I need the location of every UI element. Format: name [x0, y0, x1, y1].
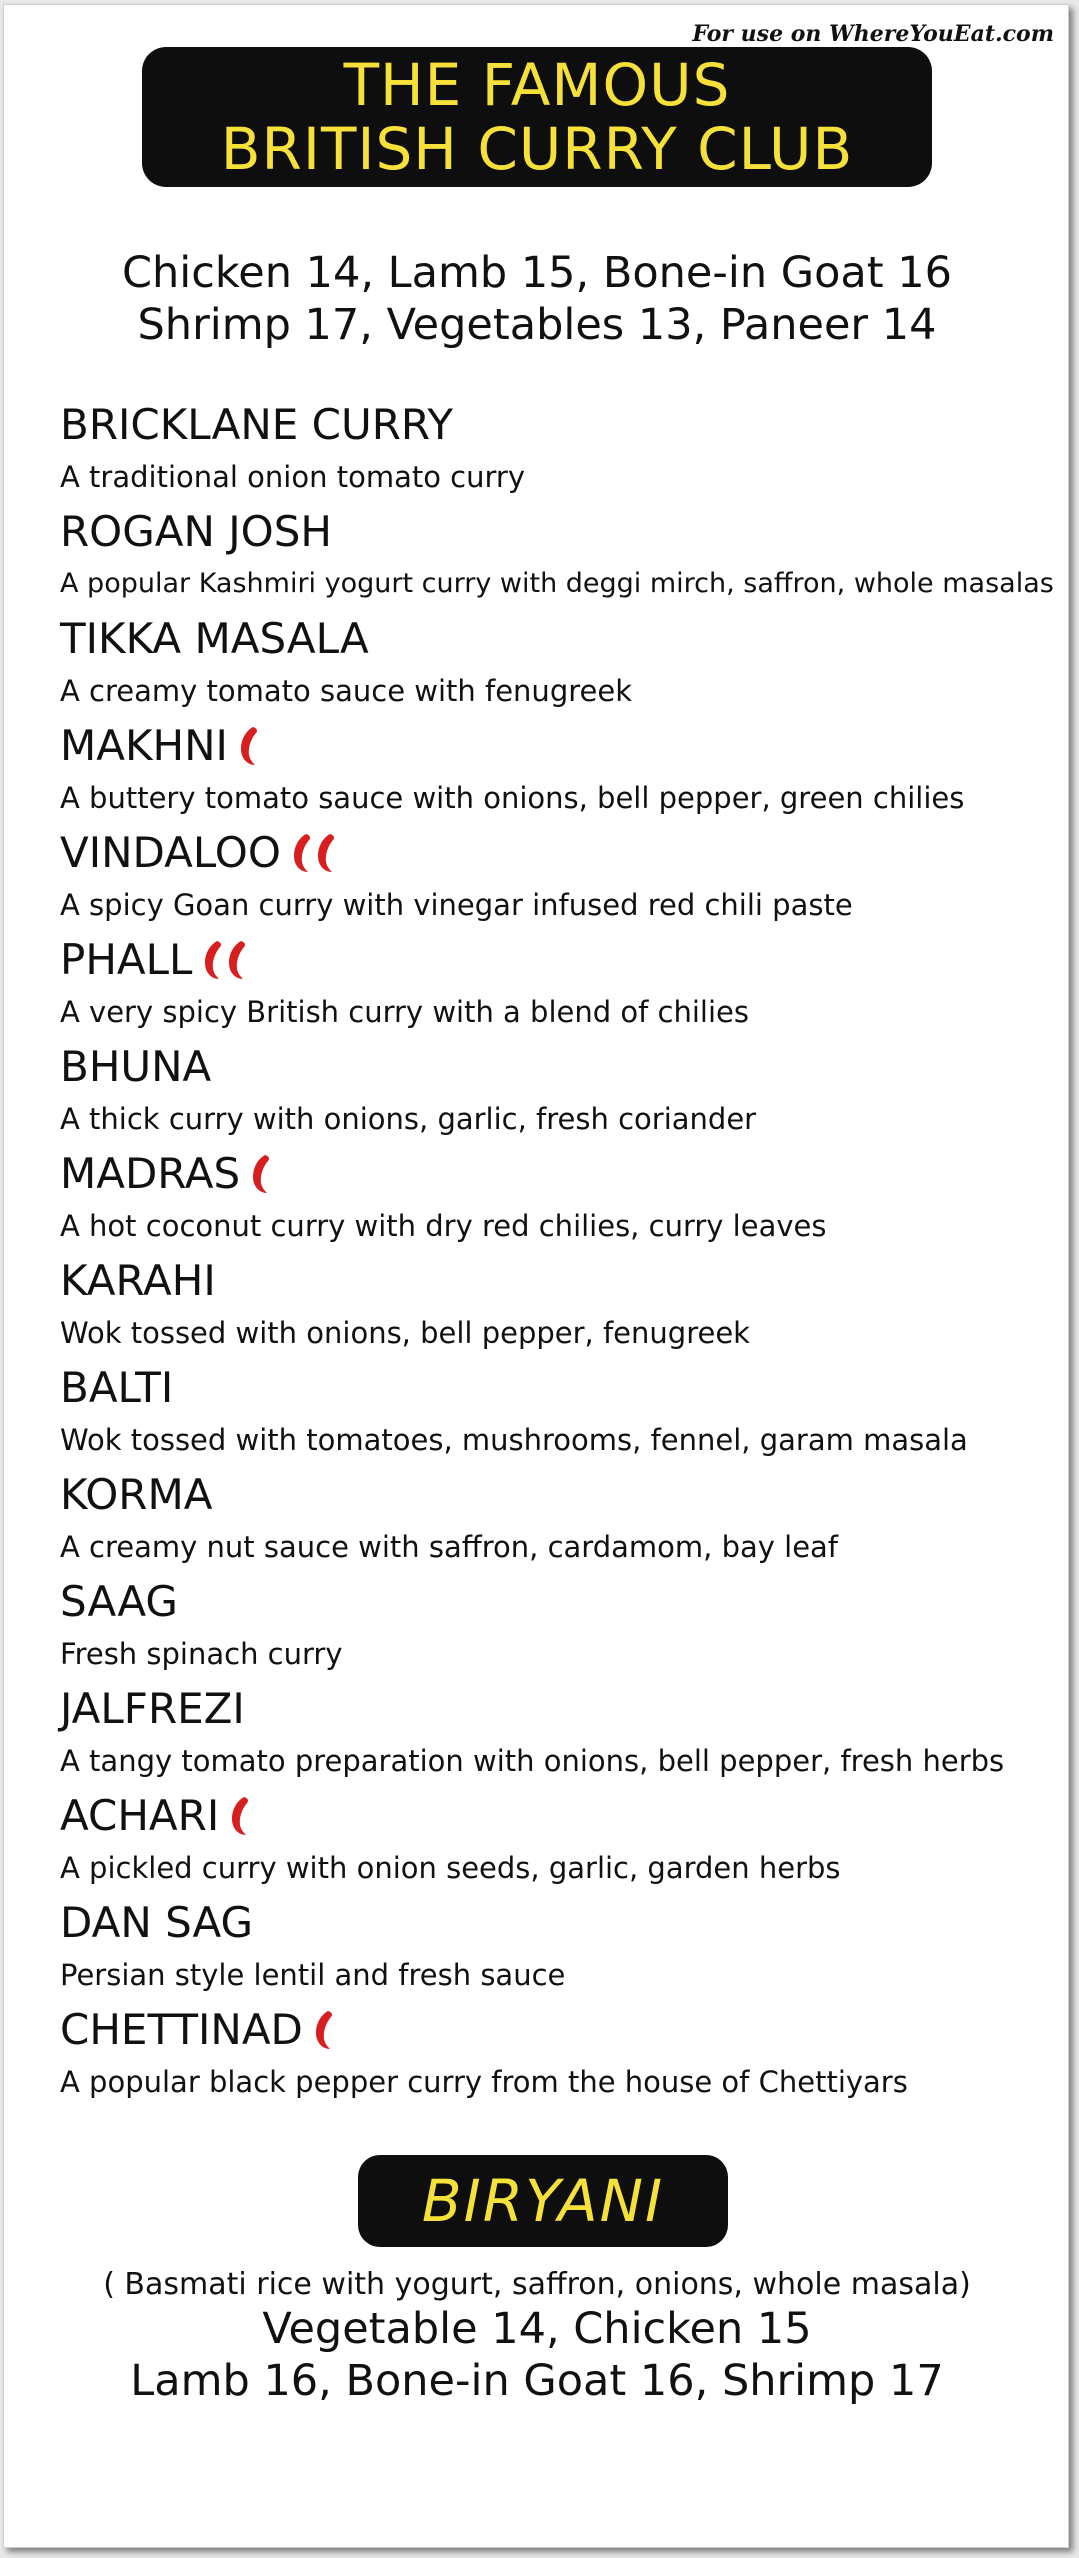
menu-item-name-text: JALFREZI — [60, 1684, 245, 1733]
menu-item-name-text: KORMA — [60, 1470, 213, 1519]
menu-item — [60, 1574, 1050, 1681]
menu-item-name — [60, 1788, 1050, 1844]
menu-item — [60, 1253, 1050, 1360]
menu-item-name — [60, 504, 1050, 560]
menu-item — [60, 1146, 1050, 1253]
menu-item-description: Persian style lentil and fresh sauce — [60, 1958, 566, 1992]
curry-prices-line-2: Shrimp 17, Vegetables 13, Paneer 14 — [137, 300, 937, 350]
biryani-prices-line-2: Lamb 16, Bone-in Goat 16, Shrimp 17 — [130, 2356, 944, 2406]
menu-item-name-text: MADRAS — [60, 1149, 241, 1198]
menu-item-name-text: CHETTINAD — [60, 2005, 303, 2054]
menu-item-name — [60, 397, 1050, 453]
menu-item-name — [60, 932, 1050, 988]
menu-item-name — [60, 1574, 1050, 1630]
menu-item-description: A creamy tomato sauce with fenugreek — [60, 674, 632, 708]
menu-item-description: A tangy tomato preparation with onions, bell pepper, fresh herbs — [60, 1744, 1005, 1778]
chili-icon — [229, 1795, 251, 1837]
menu-item — [60, 2002, 1050, 2109]
menu-item-name-text: BRICKLANE CURRY — [60, 400, 454, 449]
menu-item-name-text: ACHARI — [60, 1791, 220, 1840]
menu-item-name — [60, 1467, 1050, 1523]
chili-icon — [202, 939, 224, 981]
menu-item-name — [60, 2002, 1050, 2058]
menu-item-name — [60, 1253, 1050, 1309]
menu-item-name — [60, 1360, 1050, 1416]
menu-item — [60, 1360, 1050, 1467]
watermark: For use on WhereYouEat.com — [692, 21, 1054, 47]
menu-item-name-text: KARAHI — [60, 1256, 216, 1305]
menu-item — [60, 1681, 1050, 1788]
menu-item-description: Wok tossed with tomatoes, mushrooms, fennel, garam masala — [60, 1423, 968, 1457]
menu-item-name-text: PHALL — [60, 935, 193, 984]
menu-item-description: A spicy Goan curry with vinegar infused red chili paste — [60, 888, 853, 922]
menu-item-name — [60, 718, 1050, 774]
menu-item-name — [60, 1681, 1050, 1737]
title-line-1: THE FAMOUS — [343, 51, 731, 119]
biryani-banner: BIRYANI — [358, 2155, 728, 2247]
menu-item — [60, 1039, 1050, 1146]
menu-item-description: A buttery tomato sauce with onions, bell pepper, green chilies — [60, 781, 965, 815]
menu-item-description: Fresh spinach curry — [60, 1637, 343, 1671]
menu-item — [60, 825, 1050, 932]
biryani-prices — [4, 2303, 1070, 2407]
menu-item-description: A pickled curry with onion seeds, garlic, garden herbs — [60, 1851, 841, 1885]
chili-icon — [238, 725, 260, 767]
menu-item — [60, 397, 1050, 504]
menu-item — [60, 1467, 1050, 1574]
menu-item — [60, 718, 1050, 825]
menu-item — [60, 932, 1050, 1039]
title-line-2: BRITISH CURRY CLUB — [220, 115, 854, 183]
menu-item-description: A creamy nut sauce with saffron, cardamom, bay leaf — [60, 1530, 839, 1564]
chili-icon — [315, 832, 337, 874]
menu-item-name-text: BHUNA — [60, 1042, 212, 1091]
chili-icon — [313, 2009, 335, 2051]
menu-item-name-text: VINDALOO — [60, 828, 281, 877]
menu-page — [3, 4, 1069, 2548]
biryani-prices-line-1: Vegetable 14, Chicken 15 — [262, 2304, 812, 2354]
curry-prices — [4, 247, 1070, 351]
curry-prices-line-1: Chicken 14, Lamb 15, Bone-in Goat 16 — [122, 248, 952, 298]
curry-list — [60, 397, 1054, 2109]
menu-item-name-text: SAAG — [60, 1577, 178, 1626]
menu-item-description: Wok tossed with onions, bell pepper, fenugreek — [60, 1316, 750, 1350]
chili-icon — [226, 939, 248, 981]
menu-item — [60, 1788, 1050, 1895]
title-banner — [142, 47, 932, 187]
menu-item-description: A thick curry with onions, garlic, fresh coriander — [60, 1102, 757, 1136]
menu-item-description: A traditional onion tomato curry — [60, 460, 525, 494]
menu-item-description: A popular black pepper curry from the house of Chettiyars — [60, 2065, 908, 2099]
menu-item-description: A very spicy British curry with a blend of chilies — [60, 995, 749, 1029]
menu-item-name — [60, 611, 1050, 667]
menu-item-description: A hot coconut curry with dry red chilies, curry leaves — [60, 1209, 827, 1243]
menu-item-name — [60, 1146, 1050, 1202]
chili-icon — [250, 1153, 272, 1195]
menu-item-name-text: BALTI — [60, 1363, 174, 1412]
menu-item-name — [60, 1895, 1050, 1951]
menu-item — [60, 504, 1054, 611]
menu-item-description: A popular Kashmiri yogurt curry with deggi mirch, saffron, whole masalas — [60, 568, 1054, 599]
menu-item-name-text: DAN SAG — [60, 1898, 254, 1947]
menu-item — [60, 1895, 1050, 2002]
menu-item-name-text: TIKKA MASALA — [60, 614, 369, 663]
menu-item — [60, 611, 1050, 718]
menu-item-name — [60, 825, 1050, 881]
biryani-description: ( Basmati rice with yogurt, saffron, onions, whole masala) — [103, 2267, 971, 2302]
menu-item-name-text: ROGAN JOSH — [60, 507, 332, 556]
chili-icon — [291, 832, 313, 874]
menu-item-name-text: MAKHNI — [60, 721, 228, 770]
menu-item-name — [60, 1039, 1050, 1095]
